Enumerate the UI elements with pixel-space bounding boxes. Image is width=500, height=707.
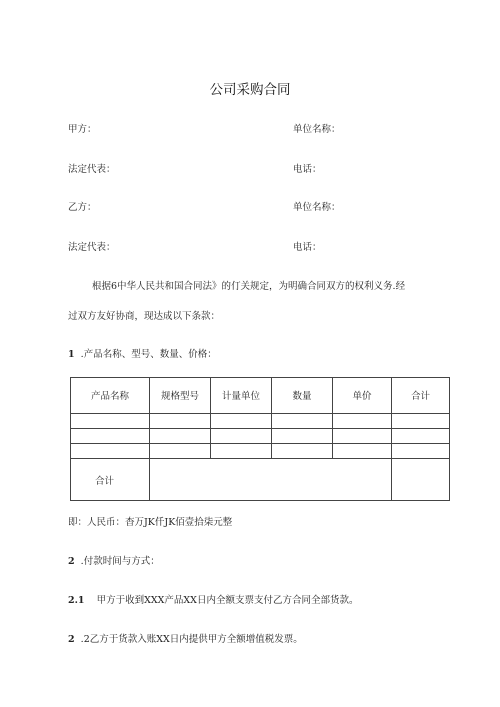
table-row	[71, 444, 450, 459]
table-cell[interactable]	[392, 413, 450, 428]
clause-2-2	[68, 631, 303, 645]
document-title: 公司采购合同	[209, 82, 291, 98]
party-b-unit-name-label: 单位名称：	[293, 202, 341, 213]
header-quantity: 数量	[272, 378, 333, 414]
section-2-text: .付款时间与方式：	[80, 556, 160, 567]
clause-2-1	[68, 592, 358, 606]
table-cell[interactable]	[211, 413, 272, 428]
table-cell[interactable]	[211, 428, 272, 443]
party-b-phone-label: 电话：	[293, 242, 322, 253]
intro-paragraph-line-2: 过双方友好协商，现达成以下条款：	[68, 311, 221, 322]
table-cell[interactable]	[272, 413, 333, 428]
product-table	[70, 377, 450, 501]
header-unit: 计量单位	[211, 378, 272, 414]
section-1-number: 1	[68, 349, 75, 360]
clause-2-2-text: .2乙方于货款入账XX日内提供甲方全额增值税发票。	[80, 634, 303, 645]
table-cell[interactable]	[150, 444, 211, 459]
table-cell[interactable]	[211, 444, 272, 459]
total-label: 合计	[71, 459, 150, 501]
table-cell[interactable]	[71, 413, 150, 428]
table-cell[interactable]	[392, 428, 450, 443]
table-cell[interactable]	[150, 428, 211, 443]
party-a-unit-name-label: 单位名称：	[293, 124, 341, 135]
table-cell[interactable]	[333, 444, 392, 459]
party-a-legal-rep-label: 法定代表：	[68, 164, 116, 175]
party-b-label: 乙方：	[68, 202, 97, 213]
clause-2-1-text: 甲方于收到XXX产品XX日内全额支票支付乙方合同全部货款。	[96, 595, 359, 606]
party-a-label: 甲方：	[68, 124, 97, 135]
table-cell[interactable]	[333, 428, 392, 443]
header-spec-model: 规格型号	[150, 378, 211, 414]
table-cell[interactable]	[392, 444, 450, 459]
section-1-heading	[68, 346, 217, 360]
party-b-legal-rep-label: 法定代表：	[68, 242, 116, 253]
header-product-name: 产品名称	[71, 378, 150, 414]
total-extra-cell[interactable]	[392, 459, 450, 501]
intro-paragraph-line-1: 根据6中华人民共和国合同法》的仃关规定，为明确合同双方的权利义务.经	[92, 281, 406, 292]
table-cell[interactable]	[272, 444, 333, 459]
header-unit-price: 单价	[333, 378, 392, 414]
party-a-phone-label: 电话：	[293, 164, 322, 175]
table-row	[71, 413, 450, 428]
table-cell[interactable]	[71, 444, 150, 459]
section-1-text: .产品名称、型号、数量、价格：	[80, 349, 217, 360]
amount-in-words: 即：人民币：杳万JK仟JK佰壹拾柒元整	[68, 517, 233, 528]
table-cell[interactable]	[272, 428, 333, 443]
header-total: 合计	[392, 378, 450, 414]
section-2-heading	[68, 553, 160, 567]
table-row	[71, 428, 450, 443]
table-cell[interactable]	[150, 413, 211, 428]
table-total-row	[71, 459, 450, 501]
table-cell[interactable]	[71, 428, 150, 443]
total-value-cell[interactable]	[150, 459, 392, 501]
table-header-row	[71, 378, 450, 414]
clause-2-1-number: 2.1	[68, 595, 85, 606]
table-cell[interactable]	[333, 413, 392, 428]
clause-2-2-number: 2	[68, 634, 75, 645]
section-2-number: 2	[68, 556, 75, 567]
